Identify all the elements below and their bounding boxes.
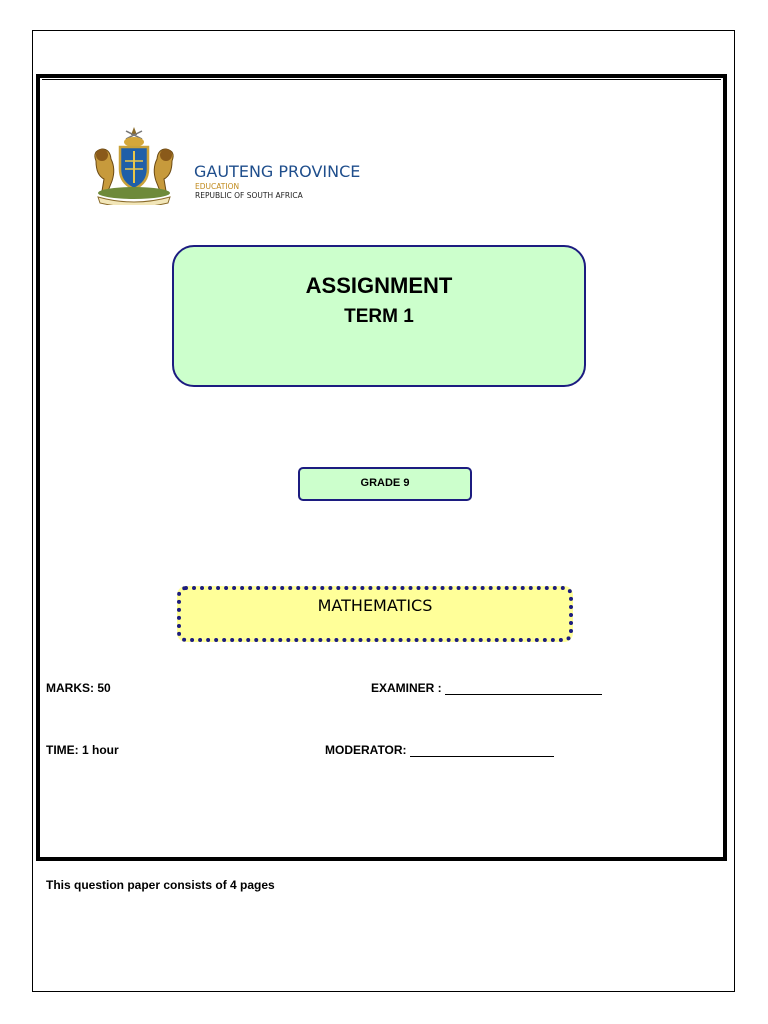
examiner-label: EXAMINER : xyxy=(371,681,442,695)
grade-box xyxy=(298,467,472,501)
assignment-box xyxy=(172,245,586,387)
logo-title: GAUTENG PROVINCE xyxy=(194,162,361,181)
page-count-note: This question paper consists of 4 pages xyxy=(46,878,275,892)
assignment-title: ASSIGNMENT xyxy=(305,273,453,298)
subject-label: MATHEMATICS xyxy=(317,596,433,615)
subject-box xyxy=(177,586,573,642)
coat-of-arms-icon xyxy=(82,125,192,205)
gauteng-logo xyxy=(82,125,372,205)
logo-country: REPUBLIC OF SOUTH AFRICA xyxy=(195,191,303,200)
examiner-signature-line xyxy=(445,682,602,695)
marks-label: MARKS: 50 xyxy=(46,681,111,695)
time-label: TIME: 1 hour xyxy=(46,743,119,757)
moderator-label: MODERATOR: xyxy=(325,743,407,757)
moderator-field xyxy=(325,743,554,757)
assignment-term: TERM 1 xyxy=(344,306,414,327)
examiner-field xyxy=(371,681,602,695)
grade-label: GRADE 9 xyxy=(360,477,410,489)
moderator-signature-line xyxy=(410,744,554,757)
logo-department: EDUCATION xyxy=(195,182,240,191)
